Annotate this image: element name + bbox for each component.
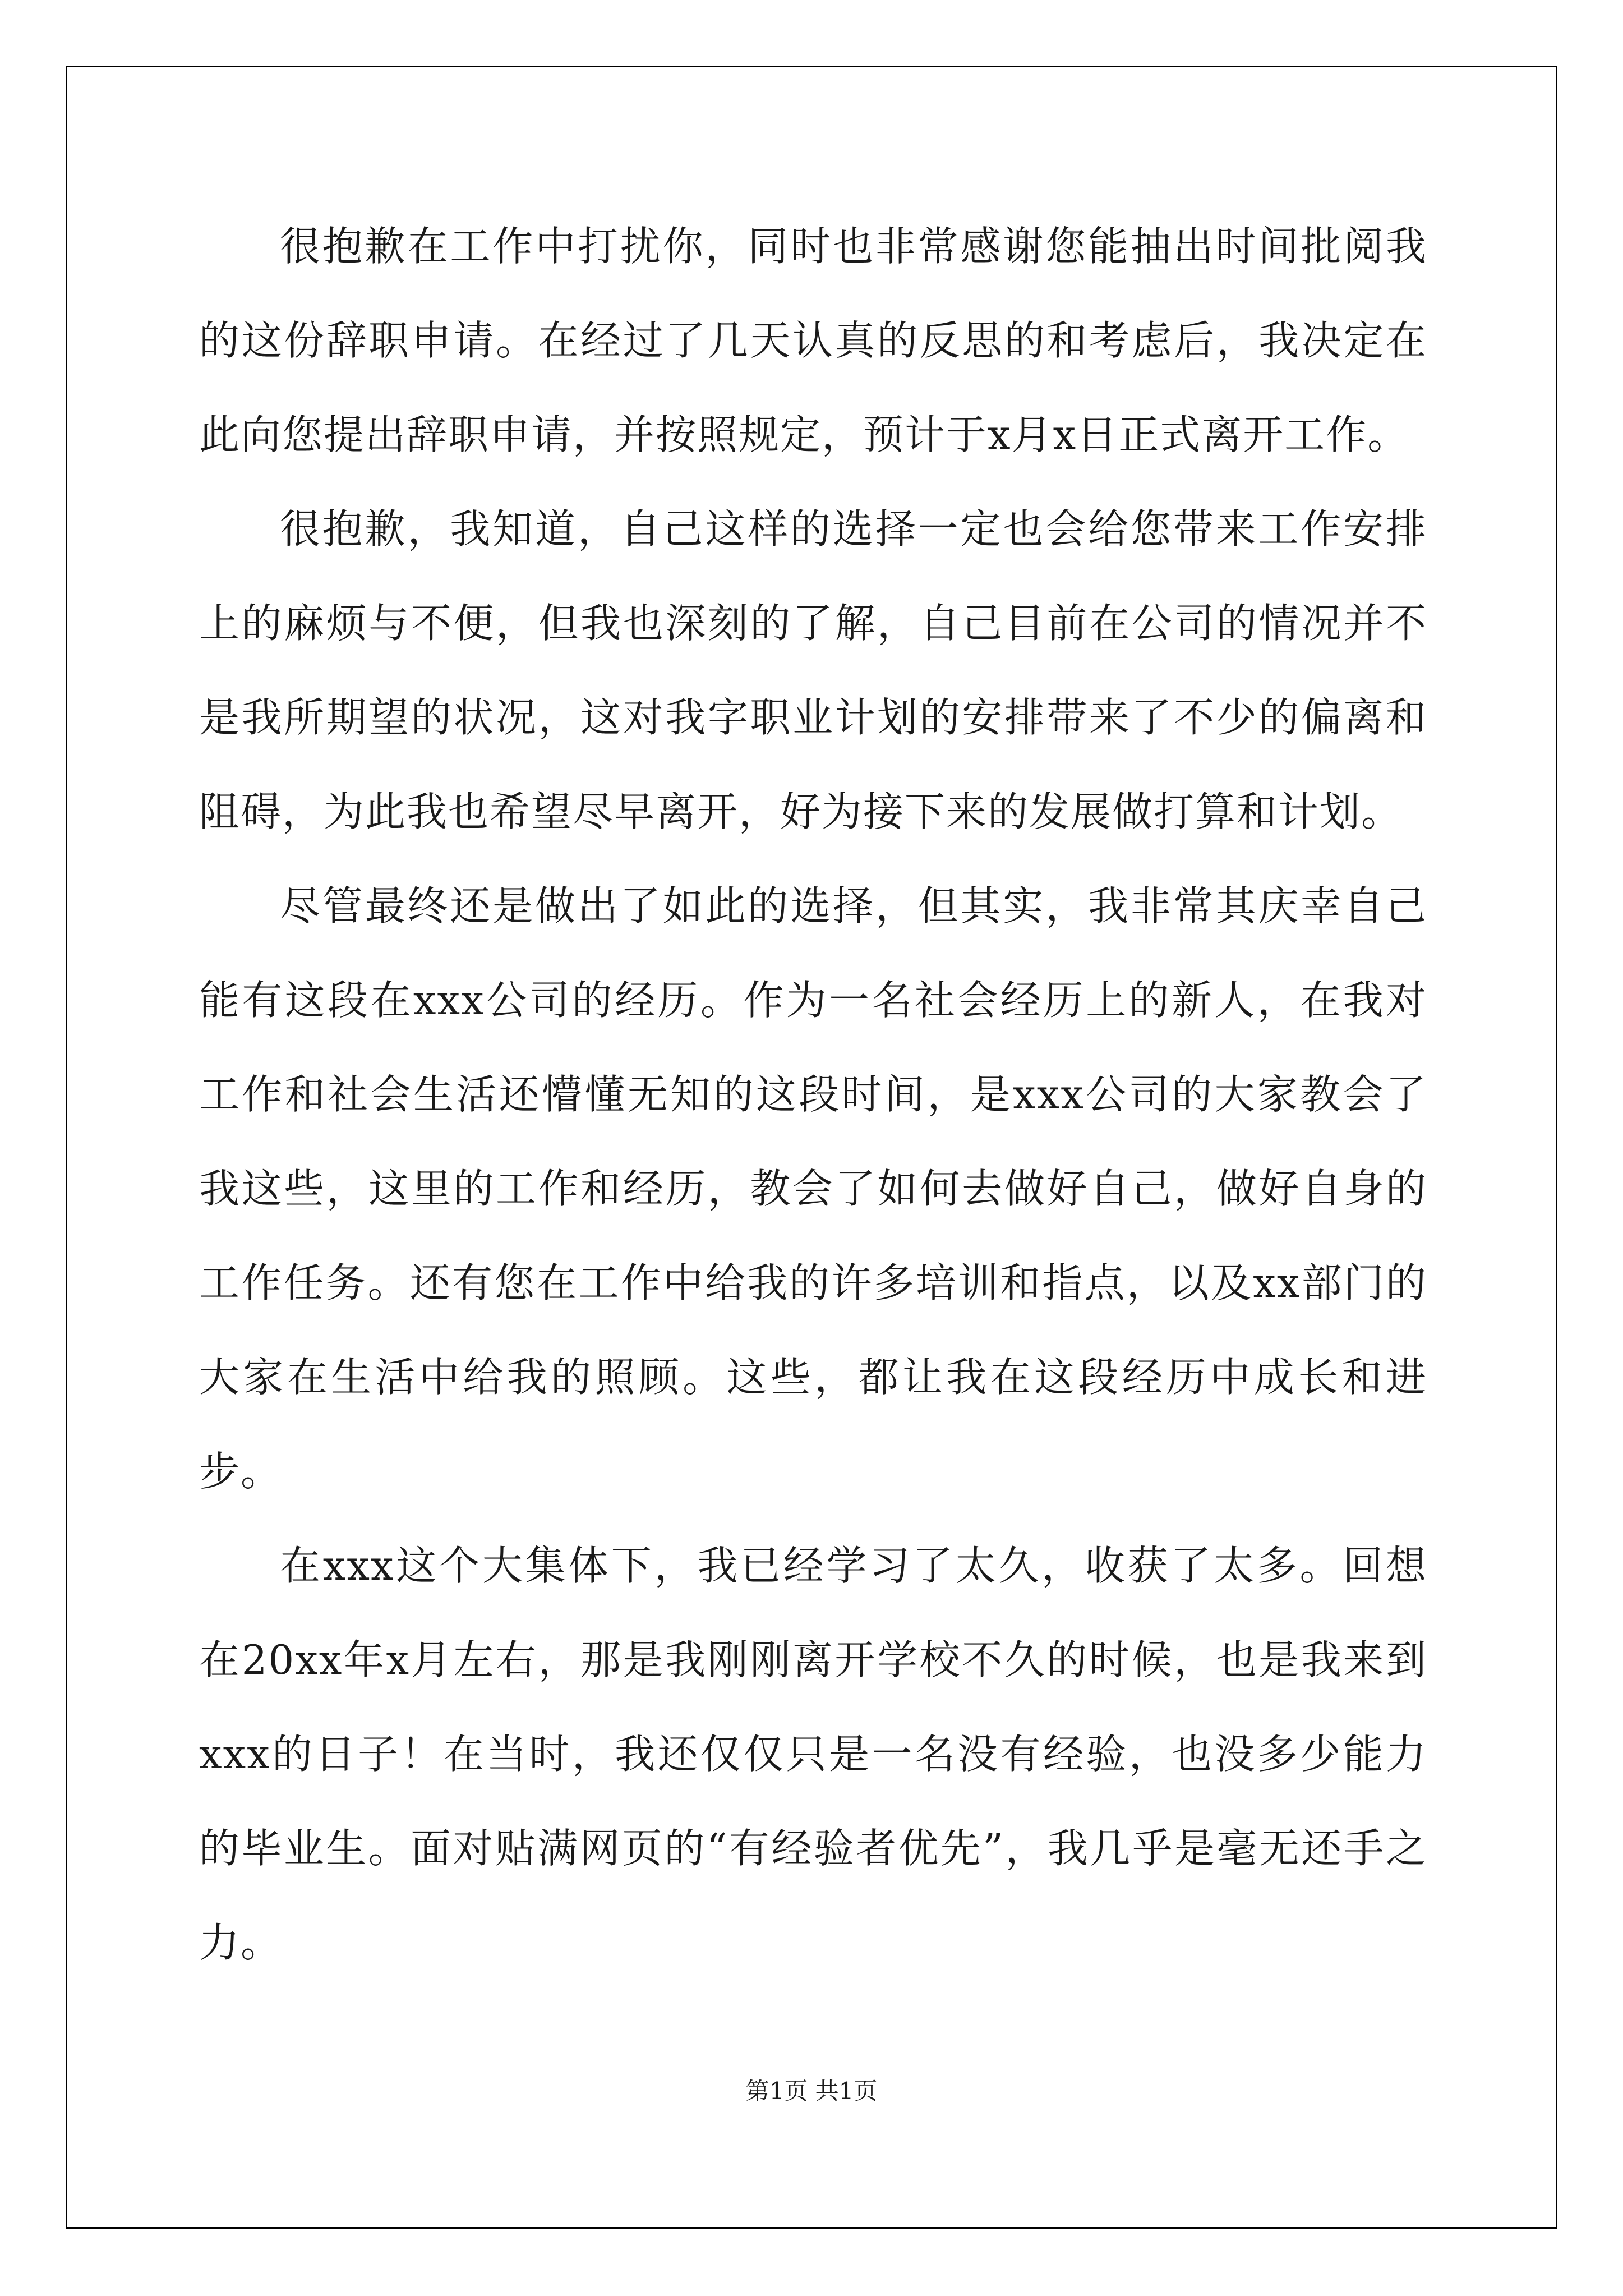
paragraph-2: 很抱歉，我知道，自己这样的选择一定也会给您带来工作安排上的麻烦与不便，但我也深刻的了解，自己目前在公司的情况并不是我所期望的状况，这对我字职业计划的安排带来了不少的偏离和阻碍，为此我也希望尽早离开，好为接下来的发展做打算和计划。 xyxy=(199,505,1427,835)
paragraph-4: 在xxx这个大集体下，我已经学习了太久，收获了太多。回想在20xx年x月左右，那是我刚刚离开学校不久的时候，也是我来到xxx的日子！在当时，我还仅仅只是一名没有经验，也没多少能力的毕业生。面对贴满网页的“有经验者优先”，我几乎是毫无还手之力。 xyxy=(199,1542,1427,1966)
page-footer: 第1页 共1页 xyxy=(745,2077,878,2105)
document-body xyxy=(199,199,1427,1990)
paragraph-1: 很抱歉在工作中打扰你，同时也非常感谢您能抽出时间批阅我的这份辞职申请。在经过了几天认真的反思的和考虑后，我决定在此向您提出辞职申请，并按照规定，预计于x月x日正式离开工作。 xyxy=(199,223,1427,458)
paragraph-3: 尽管最终还是做出了如此的选择，但其实，我非常其庆幸自己能有这段在xxx公司的经历。作为一名社会经历上的新人，在我对工作和社会生活还懵懂无知的这段时间，是xxx公司的大家教会了我这些，这里的工作和经历，教会了如何去做好自己，做好自身的工作任务。还有您在工作中给我的许多培训和指点，以及xx部门的大家在生活中给我的照顾。这些，都让我在这段经历中成长和进步。 xyxy=(199,882,1427,1495)
